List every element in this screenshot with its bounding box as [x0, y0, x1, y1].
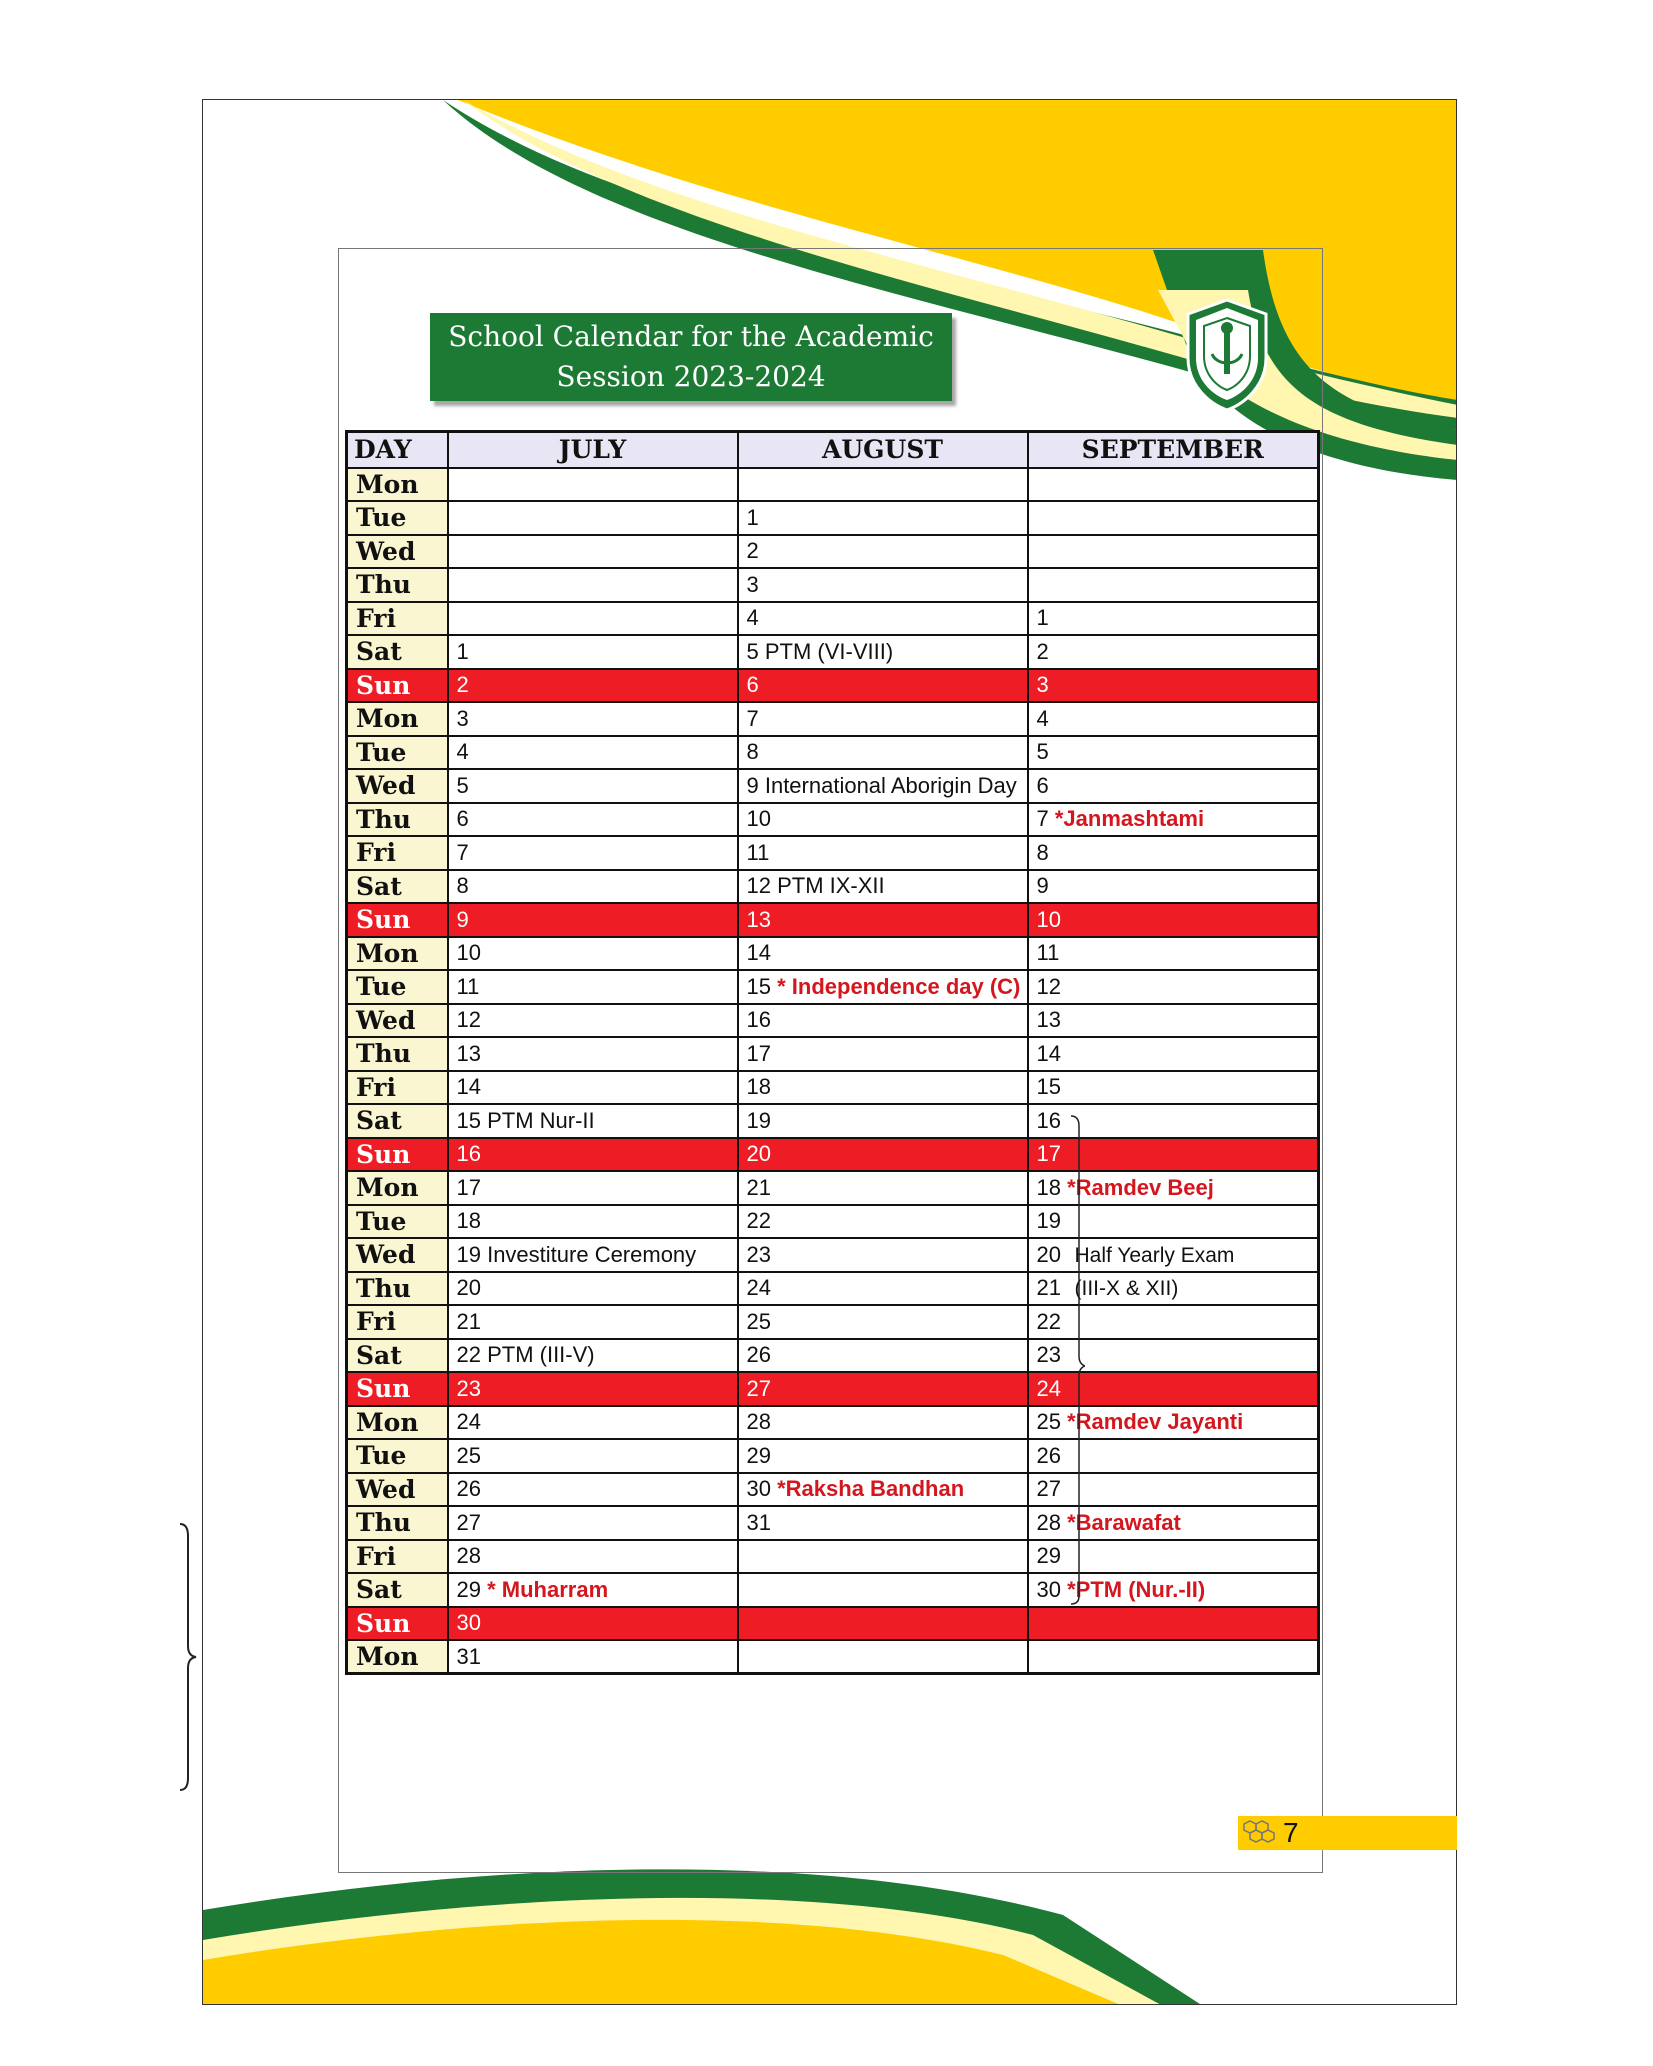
date-text: 30: [1036, 1576, 1061, 1602]
day-cell: Mon: [347, 468, 448, 502]
date-text: 16: [746, 1007, 771, 1033]
day-cell: Sat: [347, 1104, 448, 1138]
date-text: 15: [746, 973, 771, 999]
date-text: 5 PTM (VI-VIII): [746, 638, 894, 664]
page-number: 7: [1283, 1817, 1299, 1848]
date-cell-aug: [738, 1071, 1028, 1105]
table-row: [347, 1439, 1319, 1473]
holiday-label: *Janmashtami: [1054, 806, 1205, 832]
date-cell-sep: [1028, 870, 1319, 904]
holiday-label: *Ramdev Beej: [1067, 1174, 1214, 1200]
date-text: 24: [456, 1409, 481, 1435]
holiday-label: * Muharram: [487, 1576, 609, 1602]
table-row: [347, 1272, 1319, 1306]
date-text: 2: [746, 538, 759, 564]
date-cell-jul: [448, 903, 738, 937]
date-cell-aug: [738, 1607, 1028, 1641]
day-cell: Wed: [347, 769, 448, 803]
date-cell-aug: [738, 1439, 1028, 1473]
table-row: [347, 1071, 1319, 1105]
date-text: 21: [746, 1174, 771, 1200]
date-cell-sep: [1028, 736, 1319, 770]
date-text: 23: [456, 1375, 481, 1401]
table-row: [347, 736, 1319, 770]
date-text: 22: [1036, 1308, 1061, 1334]
day-cell: Wed: [347, 1004, 448, 1038]
day-cell: Fri: [347, 1071, 448, 1105]
date-text: 27: [746, 1375, 771, 1401]
table-row: [347, 1640, 1319, 1674]
day-cell: Sat: [347, 635, 448, 669]
date-text: 22 PTM (III-V): [456, 1342, 595, 1368]
table-row: [347, 1171, 1319, 1205]
date-cell-jul: [448, 1339, 738, 1373]
date-text: 5: [1036, 739, 1049, 765]
date-cell-aug: [738, 769, 1028, 803]
date-cell-aug: [738, 568, 1028, 602]
date-text: 6: [746, 672, 759, 698]
day-cell: Fri: [347, 602, 448, 636]
date-text: 14: [1036, 1040, 1061, 1066]
date-cell-jul: [448, 568, 738, 602]
table-row: [347, 970, 1319, 1004]
day-cell: Sun: [347, 1607, 448, 1641]
date-text: 21: [456, 1308, 481, 1334]
table-row: [347, 669, 1319, 703]
date-text: 3: [746, 571, 759, 597]
date-text: 30: [456, 1610, 481, 1636]
date-cell-sep: [1028, 970, 1319, 1004]
date-cell-jul: [448, 803, 738, 837]
date-text: 25: [456, 1442, 481, 1468]
date-text: 25: [1036, 1409, 1061, 1435]
date-text: 16: [456, 1141, 481, 1167]
table-row: [347, 535, 1319, 569]
date-text: 6: [1036, 772, 1049, 798]
date-cell-aug: [738, 1506, 1028, 1540]
header-august: AUGUST: [738, 432, 1028, 468]
date-text: 9: [456, 906, 469, 932]
date-cell-aug: [738, 1238, 1028, 1272]
day-cell: Sat: [347, 1339, 448, 1373]
date-text: 23: [746, 1241, 771, 1267]
date-cell-jul: [448, 1607, 738, 1641]
day-cell: Wed: [347, 535, 448, 569]
date-text: 31: [456, 1643, 481, 1669]
date-text: 13: [746, 906, 771, 932]
date-cell-aug: [738, 1305, 1028, 1339]
date-text: 31: [746, 1509, 771, 1535]
date-text: 15: [1036, 1074, 1061, 1100]
date-text: 19: [746, 1107, 771, 1133]
day-cell: Sun: [347, 1138, 448, 1172]
date-cell-aug: [738, 970, 1028, 1004]
date-cell-jul: [448, 635, 738, 669]
day-cell: Thu: [347, 568, 448, 602]
date-text: 11: [1036, 940, 1060, 966]
date-cell-jul: [448, 970, 738, 1004]
date-text: 26: [456, 1476, 481, 1502]
date-text: 8: [1036, 839, 1049, 865]
date-text: 17: [1036, 1141, 1061, 1167]
date-cell-jul: [448, 1506, 738, 1540]
day-cell: Tue: [347, 1205, 448, 1239]
table-row: [347, 602, 1319, 636]
date-cell-jul: [448, 937, 738, 971]
day-cell: Thu: [347, 803, 448, 837]
day-cell: Tue: [347, 501, 448, 535]
date-text: 20: [746, 1141, 771, 1167]
exam-note: Half Yearly Exam: [1074, 1243, 1235, 1267]
date-text: 4: [1036, 705, 1049, 731]
date-cell-aug: [738, 1540, 1028, 1574]
table-row: [347, 1238, 1319, 1272]
date-text: 18: [456, 1208, 481, 1234]
date-text: 4: [456, 739, 469, 765]
date-cell-aug: [738, 836, 1028, 870]
date-cell-aug: [738, 803, 1028, 837]
honeycomb-icon: [1238, 1818, 1278, 1848]
date-cell-jul: [448, 1205, 738, 1239]
date-text: 8: [746, 739, 759, 765]
date-cell-aug: [738, 501, 1028, 535]
date-text: 18: [746, 1074, 771, 1100]
date-text: 2: [456, 672, 469, 698]
date-cell-jul: [448, 769, 738, 803]
date-cell-jul: [448, 1037, 738, 1071]
date-text: 16: [1036, 1107, 1061, 1133]
date-cell-jul: [448, 669, 738, 703]
date-text: 28: [456, 1543, 481, 1569]
date-cell-jul: [448, 1573, 738, 1607]
date-cell-aug: [738, 702, 1028, 736]
date-cell-aug: [738, 1640, 1028, 1674]
date-cell-jul: [448, 702, 738, 736]
day-cell: Sun: [347, 903, 448, 937]
date-cell-aug: [738, 468, 1028, 502]
table-row: [347, 501, 1319, 535]
date-cell-aug: [738, 635, 1028, 669]
school-crest-icon: [1182, 296, 1272, 414]
table-row: [347, 1305, 1319, 1339]
table-row: [347, 1506, 1319, 1540]
holiday-label: *Ramdev Jayanti: [1067, 1409, 1244, 1435]
date-text: 25: [746, 1308, 771, 1334]
date-text: 21: [1036, 1275, 1061, 1301]
date-text: 28: [1036, 1509, 1061, 1535]
day-cell: Thu: [347, 1272, 448, 1306]
date-text: 2: [1036, 638, 1049, 664]
date-cell-jul: [448, 468, 738, 502]
date-cell-aug: [738, 903, 1028, 937]
date-text: 12: [1036, 973, 1061, 999]
date-text: 22: [746, 1208, 771, 1234]
date-text: 17: [456, 1174, 481, 1200]
date-text: 7: [746, 705, 759, 731]
day-cell: Tue: [347, 736, 448, 770]
date-text: 4: [746, 605, 759, 631]
date-text: 19: [1036, 1208, 1061, 1234]
date-cell-aug: [738, 1573, 1028, 1607]
date-text: 26: [1036, 1442, 1061, 1468]
date-cell-aug: [738, 1406, 1028, 1440]
date-cell-aug: [738, 870, 1028, 904]
date-text: 27: [1036, 1476, 1061, 1502]
header-july: JULY: [448, 432, 738, 468]
date-cell-jul: [448, 501, 738, 535]
date-cell-sep: [1028, 769, 1319, 803]
date-text: 20: [1036, 1241, 1061, 1267]
day-cell: Sun: [347, 669, 448, 703]
day-cell: Tue: [347, 1439, 448, 1473]
date-cell-sep: [1028, 803, 1319, 837]
date-text: 11: [746, 839, 770, 865]
date-cell-sep: [1028, 702, 1319, 736]
exam-range-bracket: [1069, 1112, 1085, 1606]
date-text: 5: [456, 772, 469, 798]
date-cell-aug: [738, 1372, 1028, 1406]
day-cell: Sun: [347, 1372, 448, 1406]
date-cell-jul: [448, 1004, 738, 1038]
date-cell-jul: [448, 870, 738, 904]
day-cell: Mon: [347, 1171, 448, 1205]
date-text: 13: [456, 1040, 481, 1066]
table-row: [347, 1138, 1319, 1172]
date-text: 23: [1036, 1342, 1061, 1368]
date-text: 15 PTM Nur-II: [456, 1107, 595, 1133]
date-text: 7: [1036, 806, 1049, 832]
date-text: 13: [1036, 1007, 1061, 1033]
date-text: 20: [456, 1275, 481, 1301]
date-text: 11: [456, 973, 480, 999]
day-cell: Mon: [347, 702, 448, 736]
table-row: [347, 1540, 1319, 1574]
calendar-table: [345, 430, 1320, 1675]
date-cell-jul: [448, 1540, 738, 1574]
date-text: 1: [456, 638, 469, 664]
day-cell: Mon: [347, 937, 448, 971]
date-text: 10: [456, 940, 481, 966]
date-cell-aug: [738, 1171, 1028, 1205]
date-cell-jul: [448, 1071, 738, 1105]
table-row: [347, 870, 1319, 904]
date-text: 30: [746, 1476, 771, 1502]
table-row: [347, 769, 1319, 803]
date-cell-sep: [1028, 1607, 1319, 1641]
date-cell-sep: [1028, 1640, 1319, 1674]
day-cell: Sat: [347, 870, 448, 904]
date-text: 18: [1036, 1174, 1061, 1200]
date-cell-sep: [1028, 836, 1319, 870]
header-row: [347, 432, 1319, 468]
date-cell-sep: [1028, 1037, 1319, 1071]
date-cell-jul: [448, 1238, 738, 1272]
exam-note: (III-X & XII): [1074, 1277, 1179, 1301]
day-cell: Fri: [347, 1305, 448, 1339]
table-row: [347, 1205, 1319, 1239]
day-cell: Sat: [347, 1573, 448, 1607]
day-cell: Wed: [347, 1238, 448, 1272]
day-cell: Fri: [347, 1540, 448, 1574]
date-cell-jul: [448, 1640, 738, 1674]
header-day: DAY: [347, 432, 448, 468]
day-cell: Fri: [347, 836, 448, 870]
day-cell: Mon: [347, 1640, 448, 1674]
date-text: 24: [746, 1275, 771, 1301]
date-text: 27: [456, 1509, 481, 1535]
date-cell-jul: [448, 1439, 738, 1473]
date-text: 1: [1036, 605, 1049, 631]
title-line-2: Session 2023-2024: [556, 360, 826, 393]
date-text: 19 Investiture Ceremony: [456, 1241, 697, 1267]
date-cell-jul: [448, 1305, 738, 1339]
table-row: [347, 468, 1319, 502]
date-cell-jul: [448, 1372, 738, 1406]
day-cell: Mon: [347, 1406, 448, 1440]
table-row: [347, 1372, 1319, 1406]
date-cell-sep: [1028, 1004, 1319, 1038]
table-row: [347, 1104, 1319, 1138]
date-cell-aug: [738, 736, 1028, 770]
date-cell-jul: [448, 535, 738, 569]
holiday-label: *PTM (Nur.-II): [1067, 1576, 1206, 1602]
date-text: 10: [746, 806, 771, 832]
day-cell: Thu: [347, 1506, 448, 1540]
table-row: [347, 1473, 1319, 1507]
table-row: [347, 702, 1319, 736]
date-cell-aug: [738, 602, 1028, 636]
table-row: [347, 568, 1319, 602]
date-text: 12 PTM IX-XII: [746, 873, 885, 899]
table-row: [347, 937, 1319, 971]
date-cell-jul: [448, 1406, 738, 1440]
date-text: 24: [1036, 1375, 1061, 1401]
table-row: [347, 635, 1319, 669]
holiday-label: *Barawafat: [1067, 1509, 1181, 1535]
calendar-body: [347, 468, 1319, 1674]
title-line-1: School Calendar for the Academic: [448, 320, 934, 353]
table-row: [347, 1037, 1319, 1071]
table-row: [347, 1607, 1319, 1641]
page-title: [430, 313, 952, 401]
holiday-label: *Raksha Bandhan: [777, 1476, 965, 1502]
date-text: 14: [456, 1074, 481, 1100]
date-cell-aug: [738, 1104, 1028, 1138]
date-text: 14: [746, 940, 771, 966]
date-text: 29: [1036, 1543, 1061, 1569]
date-text: 26: [746, 1342, 771, 1368]
date-cell-sep: [1028, 937, 1319, 971]
date-cell-jul: [448, 836, 738, 870]
date-cell-sep: [1028, 635, 1319, 669]
table-row: [347, 1406, 1319, 1440]
table-row: [347, 1339, 1319, 1373]
day-cell: Tue: [347, 970, 448, 1004]
date-cell-sep: [1028, 568, 1319, 602]
date-text: 8: [456, 873, 469, 899]
date-cell-sep: [1028, 1071, 1319, 1105]
date-text: 9 International Aborigin Day: [746, 772, 1017, 798]
date-cell-aug: [738, 1473, 1028, 1507]
date-cell-sep: [1028, 602, 1319, 636]
date-text: 10: [1036, 906, 1061, 932]
date-text: 28: [746, 1409, 771, 1435]
table-row: [347, 1004, 1319, 1038]
date-cell-sep: [1028, 535, 1319, 569]
date-cell-aug: [738, 1037, 1028, 1071]
table-row: [347, 803, 1319, 837]
header-september: SEPTEMBER: [1028, 432, 1319, 468]
date-cell-sep: [1028, 468, 1319, 502]
date-text: 17: [746, 1040, 771, 1066]
date-cell-aug: [738, 669, 1028, 703]
date-cell-aug: [738, 1205, 1028, 1239]
date-cell-sep: [1028, 903, 1319, 937]
date-cell-aug: [738, 1138, 1028, 1172]
date-cell-aug: [738, 937, 1028, 971]
date-cell-jul: [448, 1171, 738, 1205]
table-row: [347, 1573, 1319, 1607]
day-cell: Wed: [347, 1473, 448, 1507]
date-text: 7: [456, 839, 469, 865]
date-text: 3: [456, 705, 469, 731]
binding-brace: [178, 1522, 198, 1792]
date-cell-jul: [448, 736, 738, 770]
date-cell-jul: [448, 1104, 738, 1138]
date-cell-sep: [1028, 501, 1319, 535]
date-cell-aug: [738, 1004, 1028, 1038]
date-text: 29: [746, 1442, 771, 1468]
date-text: 6: [456, 806, 469, 832]
date-text: 12: [456, 1007, 481, 1033]
date-text: 9: [1036, 873, 1049, 899]
date-cell-aug: [738, 1272, 1028, 1306]
date-cell-jul: [448, 1138, 738, 1172]
date-cell-jul: [448, 602, 738, 636]
table-row: [347, 836, 1319, 870]
day-cell: Thu: [347, 1037, 448, 1071]
date-cell-jul: [448, 1272, 738, 1306]
date-cell-aug: [738, 535, 1028, 569]
date-text: 29: [456, 1576, 481, 1602]
date-cell-jul: [448, 1473, 738, 1507]
holiday-label: * Independence day (C): [777, 973, 1021, 999]
date-text: 1: [746, 504, 759, 530]
date-text: 3: [1036, 672, 1049, 698]
date-cell-aug: [738, 1339, 1028, 1373]
table-row: [347, 903, 1319, 937]
date-cell-sep: [1028, 669, 1319, 703]
